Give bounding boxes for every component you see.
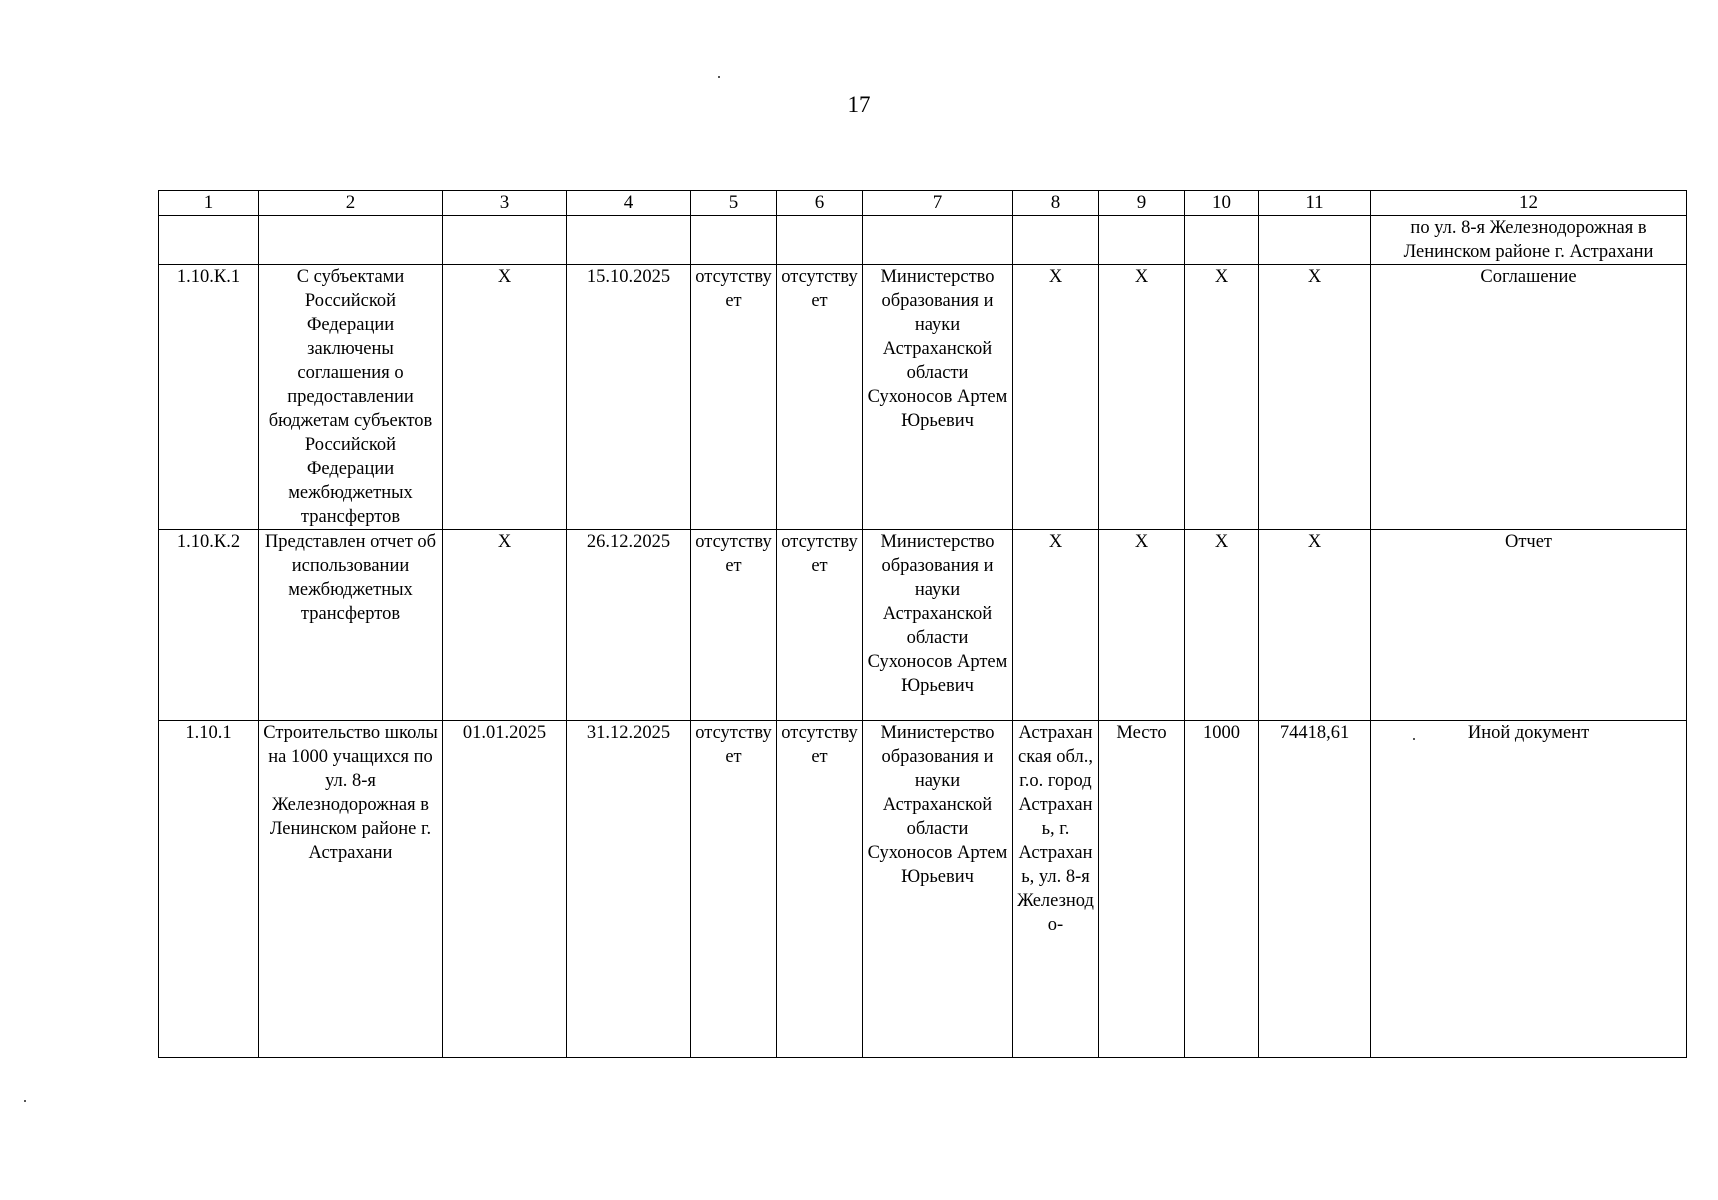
table-row xyxy=(159,530,1687,721)
row-responsible: Министерство образования и науки Астраханской области Сухоносов Артем Юрьевич xyxy=(863,265,1013,530)
scan-speck xyxy=(1413,738,1415,740)
empty-cell xyxy=(1259,216,1371,265)
empty-cell xyxy=(1099,216,1185,265)
row-col11: X xyxy=(1259,265,1371,530)
column-number: 6 xyxy=(777,191,863,216)
row-id: 1.10.К.1 xyxy=(159,265,259,530)
row-document: Отчет xyxy=(1371,530,1687,721)
empty-cell xyxy=(777,216,863,265)
empty-cell xyxy=(259,216,443,265)
row-name: Строительство школы на 1000 учащихся по ул. 8-я Железнодорожная в Ленинском районе г. Астрахани xyxy=(259,721,443,1058)
empty-cell xyxy=(863,216,1013,265)
empty-cell xyxy=(1185,216,1259,265)
column-number: 11 xyxy=(1259,191,1371,216)
row-col6: отсутствует xyxy=(777,530,863,721)
row-end: 15.10.2025 xyxy=(567,265,691,530)
column-number: 8 xyxy=(1013,191,1099,216)
row-end: 31.12.2025 xyxy=(567,721,691,1058)
column-number: 12 xyxy=(1371,191,1687,216)
column-number: 7 xyxy=(863,191,1013,216)
row-col9: X xyxy=(1099,265,1185,530)
row-id: 1.10.1 xyxy=(159,721,259,1058)
row-start: X xyxy=(443,530,567,721)
column-number-row xyxy=(159,191,1687,216)
empty-cell xyxy=(159,216,259,265)
row-col5: отсутствует xyxy=(691,530,777,721)
row-responsible: Министерство образования и науки Астраханской области Сухоносов Артем Юрьевич xyxy=(863,721,1013,1058)
continuation-row xyxy=(159,216,1687,265)
row-col9: Место xyxy=(1099,721,1185,1058)
row-document: Соглашение xyxy=(1371,265,1687,530)
row-col8: X xyxy=(1013,265,1099,530)
row-col11: X xyxy=(1259,530,1371,721)
row-col10: X xyxy=(1185,530,1259,721)
continuation-text: по ул. 8-я Железнодорожная в Ленинском районе г. Астрахани xyxy=(1371,216,1687,265)
row-name: Представлен отчет об использовании межбюджетных трансфертов xyxy=(259,530,443,721)
row-name: С субъектами Российской Федерации заключены соглашения о предоставлении бюджетам субъектов Российской Федерации межбюджетных трансфертов xyxy=(259,265,443,530)
scan-speck xyxy=(718,76,720,78)
row-start: X xyxy=(443,265,567,530)
table-row xyxy=(159,265,1687,530)
row-col5: отсутствует xyxy=(691,265,777,530)
row-document: Иной документ xyxy=(1371,721,1687,1058)
row-col6: отсутствует xyxy=(777,265,863,530)
row-col11: 74418,61 xyxy=(1259,721,1371,1058)
measures-table xyxy=(158,190,1687,1058)
row-col5: отсутствует xyxy=(691,721,777,1058)
column-number: 9 xyxy=(1099,191,1185,216)
row-responsible: Министерство образования и науки Астраханской области Сухоносов Артем Юрьевич xyxy=(863,530,1013,721)
row-col6: отсутствует xyxy=(777,721,863,1058)
row-col8: X xyxy=(1013,530,1099,721)
column-number: 5 xyxy=(691,191,777,216)
row-id: 1.10.К.2 xyxy=(159,530,259,721)
column-number: 10 xyxy=(1185,191,1259,216)
row-col8: Астраханская обл., г.о. город Астрахань, г. Астрахань, ул. 8-я Железнодо- xyxy=(1013,721,1099,1058)
column-number: 1 xyxy=(159,191,259,216)
row-col9: X xyxy=(1099,530,1185,721)
row-col10: 1000 xyxy=(1185,721,1259,1058)
table-row xyxy=(159,721,1687,1058)
column-number: 3 xyxy=(443,191,567,216)
column-number: 2 xyxy=(259,191,443,216)
row-start: 01.01.2025 xyxy=(443,721,567,1058)
empty-cell xyxy=(691,216,777,265)
empty-cell xyxy=(567,216,691,265)
row-end: 26.12.2025 xyxy=(567,530,691,721)
page-number: 17 xyxy=(847,92,871,117)
scan-speck xyxy=(24,1100,26,1102)
empty-cell xyxy=(443,216,567,265)
row-col10: X xyxy=(1185,265,1259,530)
empty-cell xyxy=(1013,216,1099,265)
column-number: 4 xyxy=(567,191,691,216)
